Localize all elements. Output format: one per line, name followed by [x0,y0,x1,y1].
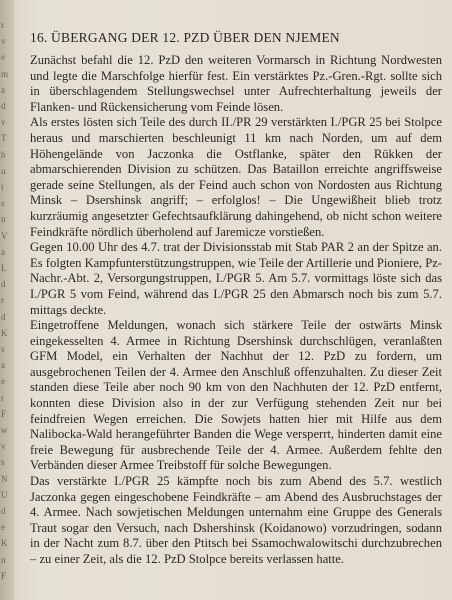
edge-letter: a [1,84,5,95]
edge-letter: e [1,376,5,387]
edge-letter: d [1,279,6,290]
edge-letter: e [1,52,5,63]
edge-letter: N [1,473,8,484]
edge-letter: d [1,506,6,516]
edge-letter: w [1,425,8,435]
edge-letter: s [1,457,5,468]
edge-letter: n [1,214,6,225]
edge-letter: L [1,263,7,273]
edge-letter: V [1,230,8,241]
previous-page-edge [0,0,14,600]
edge-letter: r [1,295,4,306]
edge-letter: r [1,20,4,30]
edge-letter: u [1,165,6,176]
paragraph: Gegen 10.00 Uhr des 4.7. trat der Divisionsstab mit Stab PAR 2 an der Spitze an. Es folgten Kampfunterstützungstruppen, wie Teile der Artillerie und Pioniere, Pz-Nachr.-Abt. 2, Versorgungstruppen, I./PGR 5. Am 5.7. vormittags löste sich das I./PGR 5 vom Feind, während das I./PGR 25 den Abmarsch noch bis zum 5.7. mittags deckte. [30,240,442,317]
paragraph: Als erstes lösten sich Teile des durch II./PR 29 verstärkten I./PGR 25 bei Stolpce heraus und marschierten beschleunigt 11 km nach Norden, um auf dem Höhengelände von Jaczonka die Ostflanke, später den Rükken der abmarschierenden Division zu schützen. Das Bataillon erreichte angriffsweise gerade seine Stellungen, als der Feind auch schon von Nordosten aus Richtung Minsk – Dsershinsk angriff; – erfolglos! – Die Ungewißheit blieb trotz kurzräumig angesetzter Gefechtsaufklärung dahingehend, ob nicht schon weitere Feindkräfte nördlich überholend auf Jaremicze vorstießen. [30,115,442,239]
chapter-heading: 16. ÜBERGANG DER 12. PZD ÜBER DEN NJEMEN [30,30,340,45]
edge-letter: s [1,344,5,354]
edge-letter: e [1,522,5,533]
edge-letter: d [1,101,6,111]
edge-letter: K [1,327,8,338]
edge-letter: s [1,198,5,209]
paragraph: Eingetroffene Meldungen, wonach sich stärkere Teile der ostwärts Minsk eingekesselten 4. Armee in Richtung Dsershinsk durchschlügen, veranlaßten GFM Model, ein Verhalten der Nachhut der 12. PzD zu fordern, um ausgebrochenen Teilen der 4. Armee den Anschluß offenzuhalten. Zu dieser Zeit standen diese Teile aber noch 90 km von den Nachhuten der 12. PzD entfernt, konnten diese Division also in der zur Verfügung stehenden Zeit nur bei feindfreien Wegen erreichen. Die Sowjets hatten hier mit Hilfe aus dem Nalibocka-Wald herangeführter Banden die Wege versperrt, hinderten damit eine freie Bewegung für ausbrechende Teile der 4. Armee. Außerdem fehlte den Verbänden dieser Armee Treibstoff für solche Bewegungen. [30,318,442,473]
paragraph: Das verstärkte I./PGR 25 kämpfte noch bis zum Abend des 5.7. westlich Jaczonka gegen eingeschobene Feindkräfte – am Abend des Ausbruchstages der 4. Armee. Nach sowjetischen Meldungen unternahm eine Gruppe des Generals Traut sogar den Versuch, nach Dshershinsk (Koidanowo) vorzudringen, sodann in der Nacht zum 8.7. über den Ptitsch bei Ssamochwalowitschi durchzubrechen – zu einer Zeit, als die 12. PzD Stolpce bereits verlassen hatte. [30,474,442,566]
edge-letter: r [1,392,4,403]
edge-letter: v [1,117,6,128]
edge-letter: d [1,311,6,322]
edge-letter: U [1,489,8,500]
edge-letter: F [1,408,7,419]
edge-letter: m [1,68,9,79]
edge-letter: v [1,36,6,47]
edge-letter: T [1,133,7,144]
edge-letter: b [1,149,6,160]
edge-letter: a [1,360,5,371]
edge-letter: F [1,570,7,581]
edge-letter: v [1,441,6,452]
edge-letter: a [1,246,5,257]
edge-letter: i [1,182,4,192]
edge-letter: n [1,554,6,565]
paragraph: Zunächst befahl die 12. PzD den weiteren Vormarsch in Richtung Nordwesten und legte die Marschfolge hierfür fest. Ein verstärktes Pz.-Gren.-Rgt. sollte sich in überschlagendem Stellungswechsel unter Aufrechterhaltung jeweils der Flanken- und Rückensicherung vom Feinde lösen. [30,53,442,114]
body-text [30,53,442,568]
edge-letter: K [1,538,8,549]
